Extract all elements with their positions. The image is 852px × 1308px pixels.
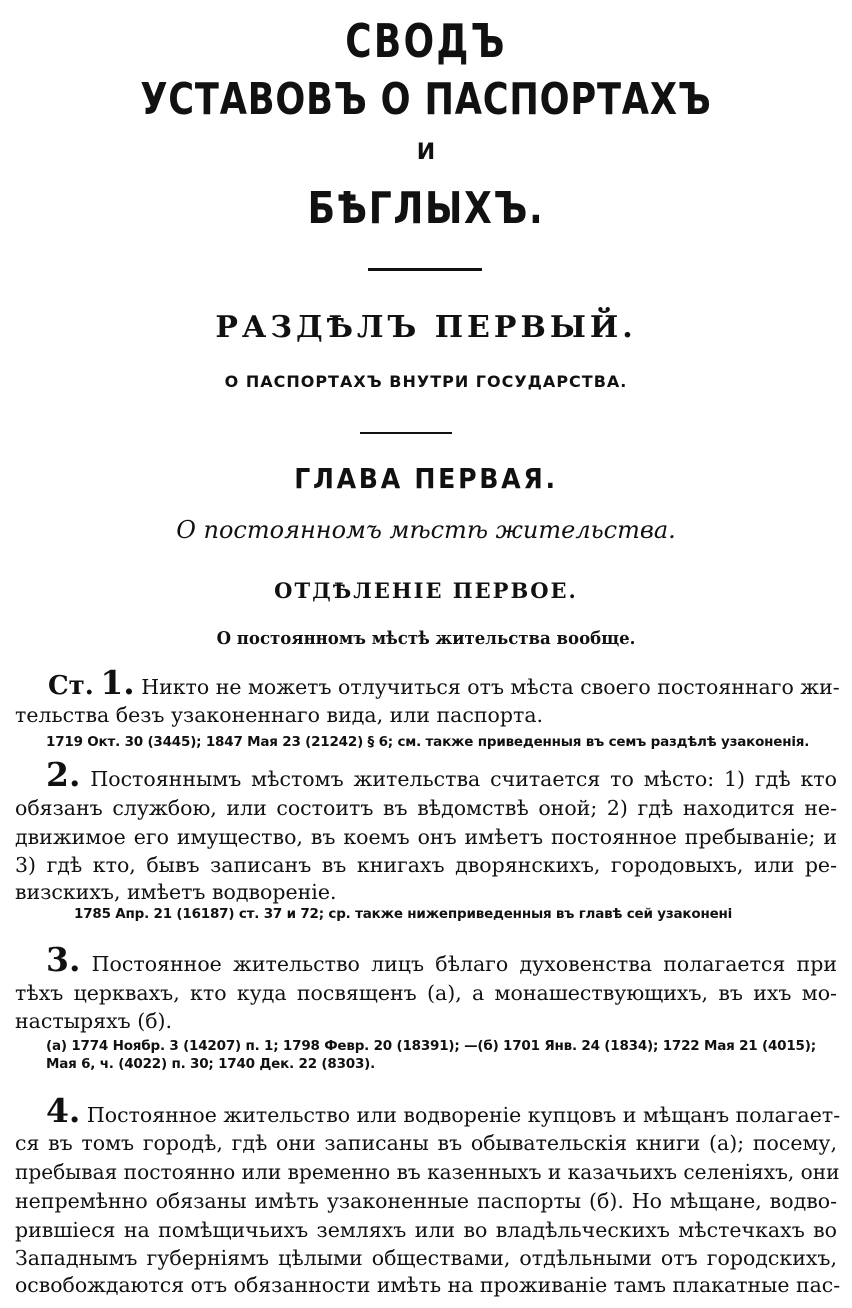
article-text: Постоянное жительство лицъ бѣлаго духовенства полагается при: [91, 952, 837, 976]
book-title-conjunction: И: [416, 140, 436, 165]
chapter-subtitle: О постоянномъ мѣстѣ жительства.: [176, 516, 676, 544]
article-4-line: освобождаются отъ обязанности имѣть на проживаніе тамъ плакатные пас-: [15, 1273, 841, 1297]
article-1-note: 1719 Окт. 30 (3445); 1847 Мая 23 (21242) § 6; см. также приведенныя въ семъ раздѣлѣ узаконенія.: [46, 734, 810, 750]
article-4-line: Западнымъ губерніямъ цѣлыми обществами, отдѣльными отъ городскихъ,: [15, 1246, 837, 1270]
article-2-line: обязанъ службою, или состоитъ въ вѣдомствѣ оной; 2) гдѣ находится не-: [15, 796, 837, 820]
article-2-line: визскихъ, имѣетъ водвореніе.: [15, 880, 337, 904]
article-4-line: ся въ томъ городѣ, гдѣ они записаны въ обывательскія книги (а); посему,: [15, 1131, 837, 1155]
article-3-note: (а) 1774 Ноябр. 3 (14207) п. 1; 1798 Февр. 20 (18391); —(б) 1701 Янв. 24 (1834); 1722 Мая 21 (4015);: [46, 1038, 816, 1054]
article-2-note: 1785 Апр. 21 (16187) ст. 37 и 72; ср. также нижеприведенныя въ главѣ сей узаконені: [74, 906, 733, 922]
article-number: 3.: [46, 940, 81, 979]
section-subtitle: О ПАСПОРТАХЪ ВНУТРИ ГОСУДАРСТВА.: [224, 372, 628, 391]
article-3-line: тѣхъ церквахъ, кто куда посвященъ (а), а монашествующихъ, въ ихъ мо-: [15, 981, 837, 1005]
article-prefix: Ст.: [48, 671, 94, 701]
article-2-line: движимое его имущество, въ коемъ онъ имѣетъ постоянное пребываніе; и: [15, 825, 837, 849]
chapter-title: ГЛАВА ПЕРВАЯ.: [294, 462, 558, 495]
article-2-line: 3) гдѣ кто, бывъ записанъ въ книгахъ дворянскихъ, городовыхъ, или ре-: [15, 853, 837, 877]
book-title-line-3: БѢГЛЫХЪ.: [307, 183, 545, 234]
article-3-line: [46, 940, 837, 979]
article-4-line: пребывая постоянно или временно въ казенныхъ и казачьихъ селеніяхъ, они: [15, 1160, 840, 1184]
article-number: 4.: [46, 1091, 81, 1130]
title-divider: [368, 268, 482, 271]
article-text: Постоянное жительство или водвореніе купцовъ и мѣщанъ полагает-: [86, 1103, 841, 1127]
article-text: Никто не можетъ отлучиться отъ мѣста своего постояннаго жи-: [141, 675, 840, 699]
article-number: 2.: [46, 755, 81, 794]
book-title-line-1: СВОДЪ: [345, 14, 507, 68]
article-4-line: рившіеся на помѣщичьихъ земляхъ или во владѣльческихъ мѣстечкахъ во: [15, 1218, 837, 1242]
article-text: Постояннымъ мѣстомъ жительства считается то мѣсто: 1) гдѣ кто: [90, 767, 837, 791]
article-4-line: [46, 1091, 841, 1130]
section-divider: [360, 432, 452, 434]
department-subtitle: О постоянномъ мѣстѣ жительства вообще.: [216, 628, 636, 649]
department-title: ОТДѢЛЕНІЕ ПЕРВОЕ.: [274, 578, 578, 603]
article-4-line: непремѣнно обязаны имѣть узаконенные паспорты (б). Но мѣщане, водво-: [15, 1189, 837, 1213]
article-2-line: [46, 755, 837, 794]
article-3-line: настыряхъ (б).: [15, 1009, 173, 1033]
article-1-line: [48, 663, 840, 702]
section-title: РАЗДѢЛЪ ПЕРВЫЙ.: [215, 310, 637, 345]
article-1-line: тельства безъ узаконеннаго вида, или паспорта.: [15, 703, 544, 727]
book-title-line-2: УСТАВОВЪ О ПАСПОРТАХЪ: [140, 74, 712, 125]
article-3-note: Мая 6, ч. (4022) п. 30; 1740 Дек. 22 (8303).: [46, 1056, 376, 1072]
article-number: 1.: [100, 663, 135, 702]
